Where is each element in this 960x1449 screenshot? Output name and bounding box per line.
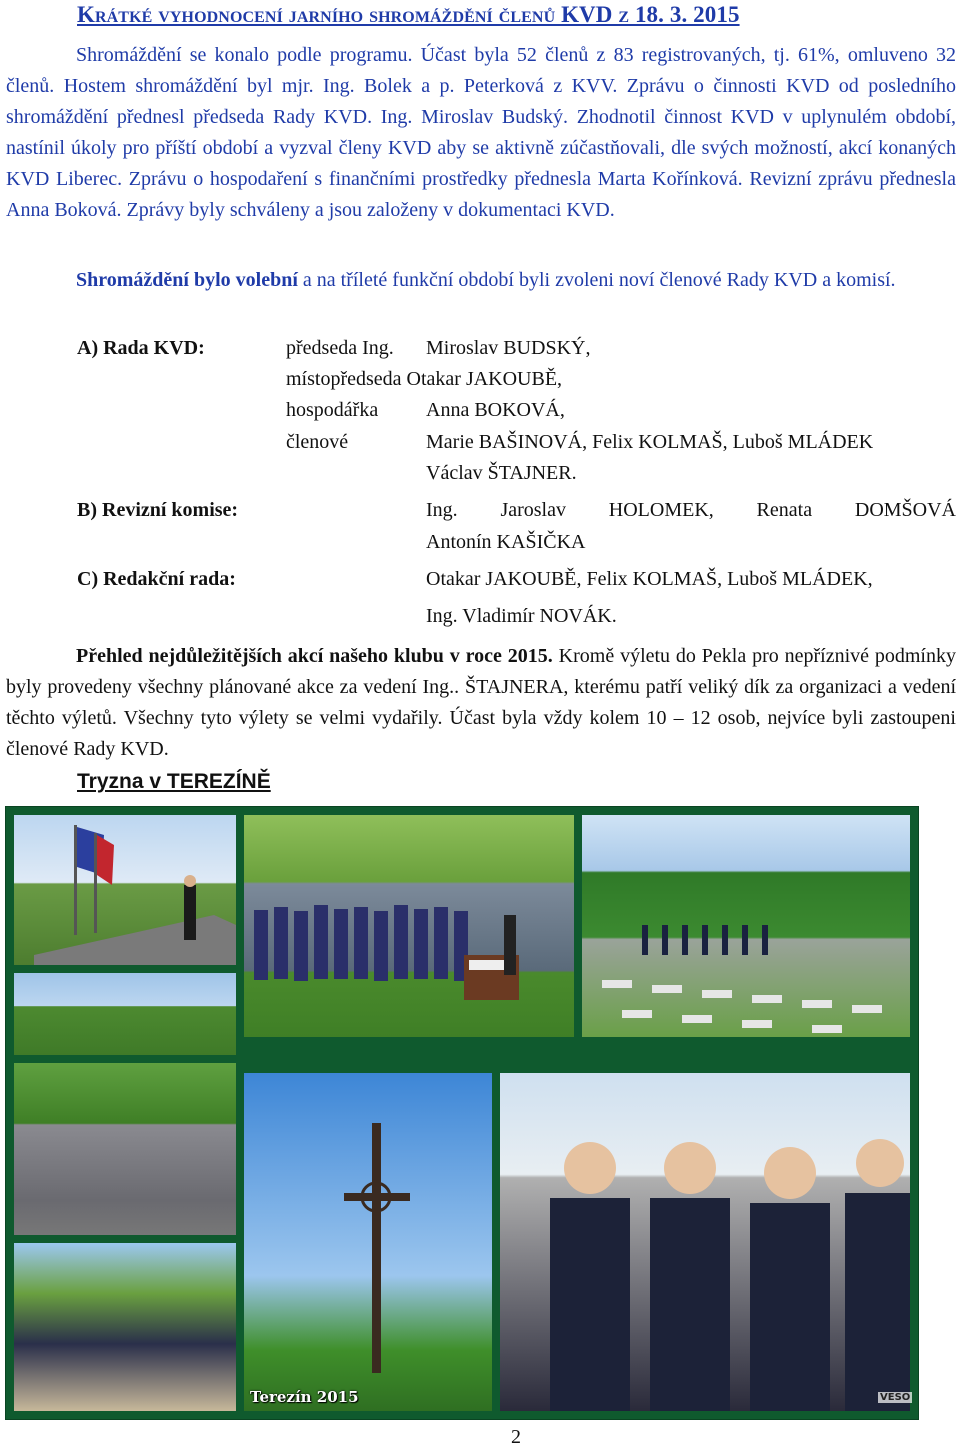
photo-choir [244,815,574,1037]
overview-paragraph [6,641,956,765]
overview-rest: Kromě výletu do Pekla pro nepříznivé podmínky byly provedeny všechny plánované akce za vedení Ing.. ŠTAJNERA, kterému patří veliký dík za organizaci a vedení těchto výletů. Všechny tyto výlety se velmi vydařily. Účast byla vždy kolem 10 – 12 osob, nejvíce byli zastoupeni členové Rady KVD. [6,645,956,760]
photo-soldiers [14,973,236,1055]
redakcni-line2: Ing. Vladimír NOVÁK. [426,605,617,627]
rada-chair-role: předseda Ing. [286,337,394,359]
photo-gathering [14,1243,236,1411]
rada-members-line2: Václav ŠTAJNER. [426,462,577,484]
overview-bold: Přehled nejdůležitějších akcí našeho klubu v roce 2015. [76,645,553,667]
collage-caption: Terezín 2015 [250,1388,359,1406]
rada-vice: místopředseda Otakar JAKOUBĚ, [286,368,563,390]
election-bold: Shromáždění bylo volební [76,269,298,291]
election-paragraph [6,265,956,296]
rada-treasurer-role: hospodářka [286,399,379,421]
photo-cemetery-ceremony [582,815,910,1037]
page-number: 2 [511,1426,521,1448]
rada-chair-name: Miroslav BUDSKÝ, [426,337,591,359]
choir-illustration [244,815,574,1037]
intro-paragraph: Shromáždění se konalo podle programu. Účast byla 52 členů z 83 registrovaných, tj. 61%, omluveno 32 členů. Hostem shromáždění byl mjr. Ing. Bolek a p. Peterková z KVV. Zprávu o činnosti KVD od posledního shromáždění přednesl předseda Rady KVD. Ing. Miroslav Budský. Zhodnotil činnost KVD v uplynulém období, nastínil úkoly pro příští období a vyzval členy KVD aby se aktivně zúčastňovali, dle svých možností, akcí konaných KVD Liberec. Zprávu o hospodaření s finančními prostředky přednesla Marta Kořínková. Revizní zprávu přednesla Anna Boková. Zprávy byly schváleny a jsou založeny v dokumentaci KVD. [6,44,956,221]
photo-dignitaries [500,1073,910,1411]
cemetery-illustration [582,815,910,1037]
photo-memorial-crowd [14,1063,236,1235]
flags-illustration [14,815,236,965]
photo-flags-memorial [14,815,236,965]
collage-credit: VESO [880,1392,911,1403]
rada-members-line1: Marie BAŠINOVÁ, Felix KOLMAŠ, Luboš MLÁDEK [426,431,874,453]
redakcni-line1: Otakar JAKOUBĚ, Felix KOLMAŠ, Luboš MLÁDEK, [426,568,873,590]
revizni-label: B) Revizní komise: [77,499,239,521]
rada-label: A) Rada KVD: [77,337,205,359]
revizni-line2: Antonín KAŠIČKA [426,531,586,553]
photo-cross [244,1073,492,1411]
page-title: Krátké vyhodnocení jarního shromáždění členů KVD z 18. 3. 2015 [77,2,740,27]
revizni-line1: Ing. Jaroslav HOLOMEK, Renata DOMŠOVÁ [426,499,956,521]
dignitaries-illustration [500,1073,910,1411]
election-rest: a na tříleté funkční období byli zvoleni noví členové Rady KVD a komisí. [297,269,896,291]
rada-members-role: členové [286,431,349,453]
section-heading: Tryzna v TEREZÍNĚ [77,770,271,793]
photo-collage [5,806,919,1420]
redakcni-label: C) Redakční rada: [77,568,236,590]
cross-illustration [244,1073,492,1411]
rada-treasurer-name: Anna BOKOVÁ, [426,399,565,421]
